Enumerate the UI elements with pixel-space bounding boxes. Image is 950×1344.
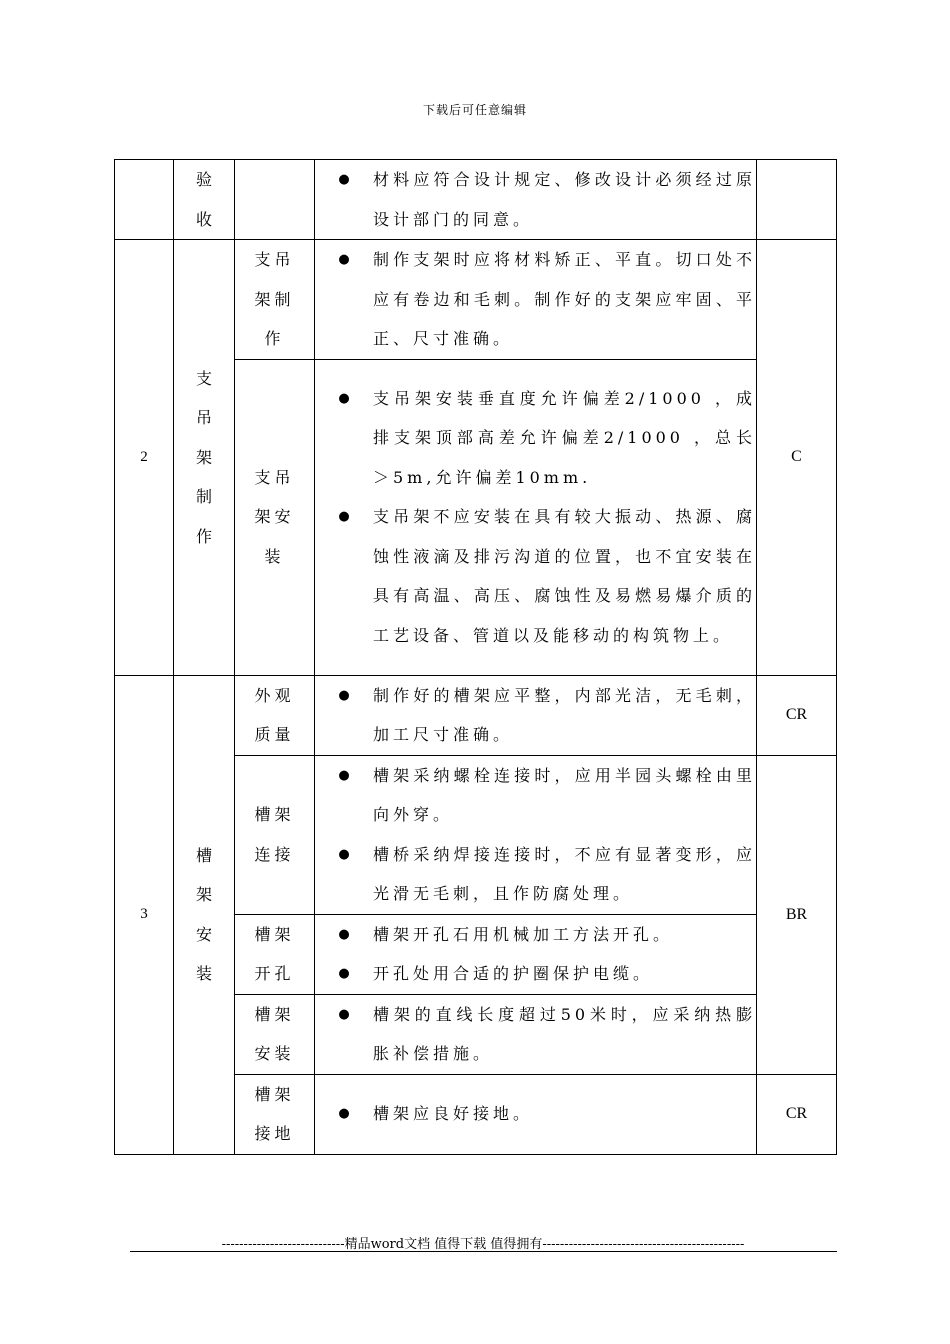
requirement-cell [315,994,757,1074]
subitem-label: 槽架安装 [254,1004,295,1063]
category-label: 槽架安装 [195,845,212,983]
requirement-text: 支吊架安装垂直度允许偏差2/1000 ，成排支架顶部高差允许偏差2/1000 ，总长＞5m,允许偏差10mm. [373,388,756,487]
bullet-icon: ● [338,926,350,942]
grade-cell [757,160,837,240]
requirement-text: 槽架应良好接地。 [373,1104,534,1124]
list-item [315,756,756,835]
requirement-text: 槽架开孔石用机械加工方法开孔。 [373,924,674,944]
category-label: 支吊架制作 [195,368,212,546]
requirement-text: 开孔处用合适的护圈保护电缆。 [373,964,654,983]
list-item [315,676,756,755]
requirement-text: 材料应符合设计规定、修改设计必须经过原设计部门的同意。 [373,170,756,229]
category-cell [174,160,235,240]
requirement-cell [315,359,757,675]
list-item [315,915,756,955]
category-label: 验收 [195,170,212,229]
table-row [115,675,837,755]
bullet-icon: ● [338,687,350,703]
page-footer: ----------------------------精品word文档 值得下载 值得拥有---------------------------------------------- [221,1237,745,1252]
row-number-cell: 2 [115,240,174,676]
grade-cell: CR [757,675,837,755]
requirement-cell [315,675,757,755]
requirement-text: 制作好的槽架应平整，内部光洁，无毛刺，加工尺寸准确。 [373,685,756,744]
inspection-table [114,159,837,1155]
page-header: 下载后可任意编辑 [422,103,527,117]
list-item [315,497,756,655]
list-item [315,160,756,239]
list-item [315,240,756,359]
category-cell [174,675,235,1154]
subitem-label: 支吊架制作 [254,250,295,348]
subitem-cell [235,755,315,914]
list-item [315,1094,756,1134]
requirement-cell [315,1074,757,1154]
bullet-icon: ● [338,846,350,862]
bullet-icon: ● [338,390,350,406]
subitem-label: 槽架接地 [254,1084,295,1143]
requirement-text: 槽桥采纳焊接连接时，不应有显著变形，应光滑无毛刺，且作防腐处理。 [373,844,756,903]
table-row [115,240,837,360]
requirement-cell [315,160,757,240]
grade-cell: CR [757,1074,837,1154]
requirement-cell [315,240,757,360]
subitem-cell [235,359,315,675]
footer-divider [130,1251,837,1252]
subitem-cell [235,994,315,1074]
category-cell [174,240,235,676]
subitem-label: 槽架连接 [254,805,295,864]
requirement-text: 槽架采纳螺栓连接时，应用半园头螺栓由里向外穿。 [373,765,756,824]
list-item [315,995,756,1074]
list-item [315,835,756,914]
requirement-cell [315,755,757,914]
requirement-cell [315,914,757,994]
row-number-cell: 3 [115,675,174,1154]
bullet-icon: ● [338,172,350,187]
requirement-text: 支吊架不应安装在具有较大振动、热源、腐蚀性液滴及排污沟道的位置，也不宜安装在具有高温、高压、腐蚀性及易燃易爆介质的工艺设备、管道以及能移动的构筑物上。 [373,507,756,645]
bullet-icon: ● [338,252,350,267]
subitem-cell [235,1074,315,1154]
subitem-cell [235,675,315,755]
bullet-icon: ● [338,966,350,981]
bullet-icon: ● [338,1006,350,1022]
bullet-icon: ● [338,767,350,783]
list-item [315,379,756,498]
subitem-cell [235,914,315,994]
subitem-label: 外观质量 [254,685,295,744]
bullet-icon: ● [338,509,350,525]
grade-cell: BR [757,755,837,1074]
row-number-cell [115,160,174,240]
subitem-cell [235,160,315,240]
requirement-text: 槽架的直线长度超过50米时，应采纳热膨胀补偿措施。 [373,1004,756,1063]
subitem-label: 槽架开孔 [254,924,295,983]
subitem-label: 支吊架安装 [254,467,295,566]
bullet-icon: ● [338,1106,350,1122]
requirement-text: 制作支架时应将材料矫正、平直。切口处不应有卷边和毛刺。制作好的支架应牢固、平正、尺寸准确。 [373,250,756,348]
grade-cell: C [757,240,837,676]
subitem-cell [235,240,315,360]
list-item [315,954,756,994]
table-row [115,160,837,240]
